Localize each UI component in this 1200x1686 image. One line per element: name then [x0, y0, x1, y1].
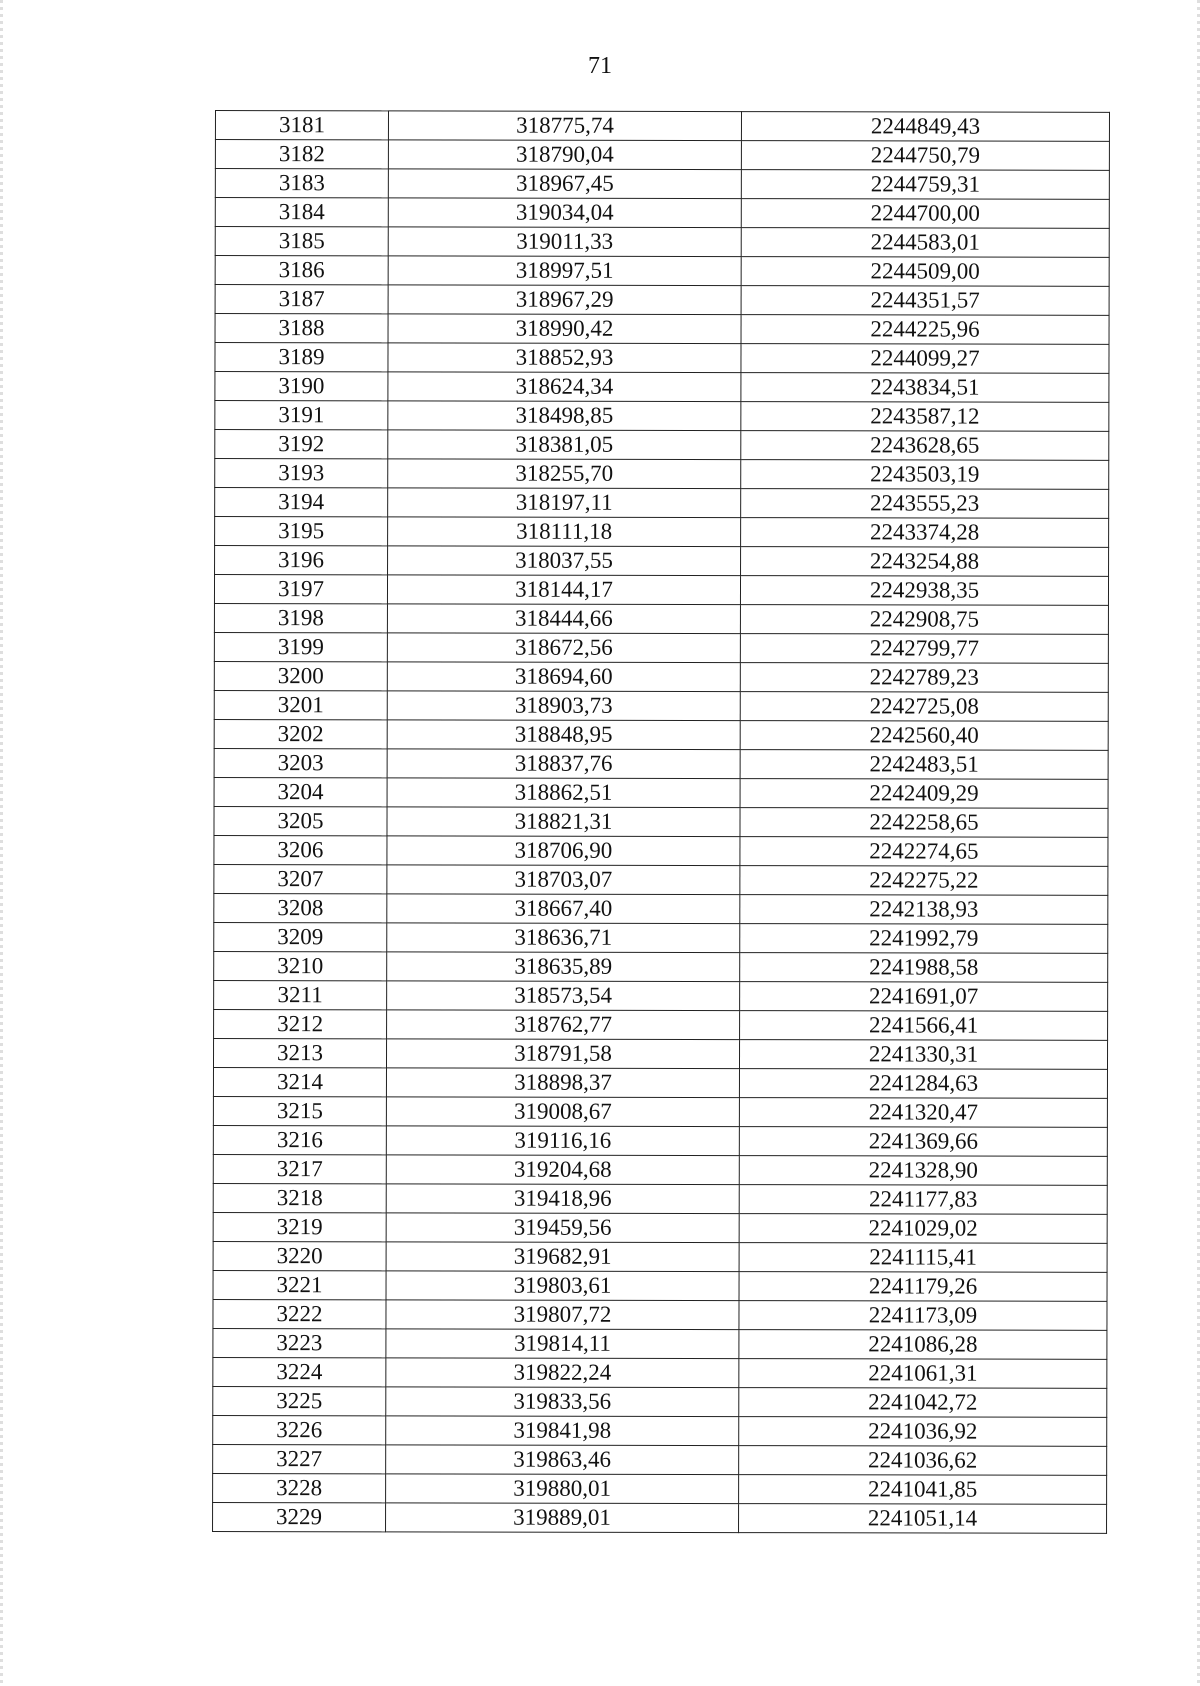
point-number-cell: 3203: [214, 748, 387, 777]
table-row: [214, 661, 1108, 692]
table-row: [215, 488, 1109, 519]
x-coordinate-cell: 318111,18: [388, 517, 741, 547]
y-coordinate-cell: 2242274,65: [740, 837, 1108, 867]
x-coordinate-cell: 319822,24: [386, 1358, 739, 1388]
y-coordinate-cell: 2241179,26: [739, 1272, 1107, 1302]
point-number-cell: 3225: [213, 1386, 386, 1415]
y-coordinate-cell: 2244351,57: [741, 286, 1109, 316]
table-row: [214, 690, 1108, 721]
table-row: [213, 1299, 1107, 1330]
x-coordinate-cell: 318967,29: [388, 285, 741, 315]
point-number-cell: 3222: [213, 1299, 386, 1328]
page-number: 71: [588, 53, 612, 79]
table-row: [213, 1328, 1107, 1359]
point-number-cell: 3202: [214, 719, 387, 748]
y-coordinate-cell: 2241029,02: [739, 1214, 1107, 1244]
point-number-cell: 3206: [214, 835, 387, 864]
x-coordinate-cell: 318967,45: [388, 169, 741, 199]
point-number-cell: 3212: [214, 1009, 387, 1038]
y-coordinate-cell: 2244225,96: [741, 315, 1109, 345]
y-coordinate-cell: 2242560,40: [740, 721, 1108, 751]
table-row: [215, 314, 1109, 345]
y-coordinate-cell: 2243555,23: [741, 489, 1109, 519]
x-coordinate-cell: 319863,46: [386, 1445, 739, 1475]
x-coordinate-cell: 319803,61: [386, 1271, 739, 1301]
table-row: [215, 111, 1109, 142]
y-coordinate-cell: 2244099,27: [741, 344, 1109, 374]
y-coordinate-cell: 2241691,07: [740, 982, 1108, 1012]
table-row: [213, 1154, 1107, 1185]
point-number-cell: 3205: [214, 806, 387, 835]
table-row: [215, 256, 1109, 287]
point-number-cell: 3221: [213, 1270, 386, 1299]
x-coordinate-cell: 319841,98: [386, 1416, 739, 1446]
x-coordinate-cell: 318862,51: [387, 778, 740, 808]
x-coordinate-cell: 318667,40: [387, 894, 740, 924]
x-coordinate-cell: 319204,68: [386, 1155, 739, 1185]
x-coordinate-cell: 319833,56: [386, 1387, 739, 1417]
table-row: [214, 632, 1108, 663]
y-coordinate-cell: 2244583,01: [741, 228, 1109, 258]
point-number-cell: 3228: [213, 1473, 386, 1502]
y-coordinate-cell: 2242258,65: [740, 808, 1108, 838]
y-coordinate-cell: 2244509,00: [741, 257, 1109, 287]
coordinates-table: [212, 110, 1110, 1534]
y-coordinate-cell: 2241284,63: [739, 1069, 1107, 1099]
table-row: [213, 1357, 1107, 1388]
y-coordinate-cell: 2243503,19: [741, 460, 1109, 490]
point-number-cell: 3200: [214, 661, 387, 690]
table-row: [213, 1038, 1107, 1069]
table-row: [213, 1096, 1107, 1127]
table-row: [215, 343, 1109, 374]
point-number-cell: 3215: [213, 1096, 386, 1125]
x-coordinate-cell: 319034,04: [388, 198, 741, 228]
table-row: [213, 1386, 1107, 1417]
x-coordinate-cell: 318381,05: [388, 430, 741, 460]
y-coordinate-cell: 2241369,66: [739, 1127, 1107, 1157]
point-number-cell: 3185: [215, 227, 388, 256]
y-coordinate-cell: 2242483,51: [740, 750, 1108, 780]
table-row: [213, 1067, 1107, 1098]
coordinates-table-body: [213, 111, 1110, 1534]
x-coordinate-cell: 319682,91: [386, 1242, 739, 1272]
y-coordinate-cell: 2241115,41: [739, 1243, 1107, 1273]
x-coordinate-cell: 318624,34: [388, 372, 741, 402]
point-number-cell: 3218: [213, 1183, 386, 1212]
x-coordinate-cell: 319116,16: [386, 1126, 739, 1156]
point-number-cell: 3201: [214, 690, 387, 719]
y-coordinate-cell: 2241320,47: [739, 1098, 1107, 1128]
y-coordinate-cell: 2241173,09: [739, 1301, 1107, 1331]
table-row: [214, 719, 1108, 750]
point-number-cell: 3214: [213, 1067, 386, 1096]
table-row: [215, 546, 1109, 577]
table-row: [214, 980, 1108, 1011]
y-coordinate-cell: 2242138,93: [740, 895, 1108, 925]
y-coordinate-cell: 2243374,28: [741, 518, 1109, 548]
table-row: [213, 1473, 1107, 1504]
x-coordinate-cell: 318672,56: [387, 633, 740, 663]
table-row: [214, 835, 1108, 866]
point-number-cell: 3207: [214, 864, 387, 893]
point-number-cell: 3193: [215, 459, 388, 488]
point-number-cell: 3204: [214, 777, 387, 806]
x-coordinate-cell: 318903,73: [387, 691, 740, 721]
x-coordinate-cell: 319008,67: [386, 1097, 739, 1127]
table-row: [215, 169, 1109, 200]
x-coordinate-cell: 318990,42: [388, 314, 741, 344]
table-row: [215, 430, 1109, 461]
point-number-cell: 3182: [215, 140, 388, 169]
x-coordinate-cell: 318635,89: [387, 952, 740, 982]
table-row: [214, 603, 1108, 634]
point-number-cell: 3216: [213, 1125, 386, 1154]
point-number-cell: 3187: [215, 285, 388, 314]
point-number-cell: 3229: [213, 1502, 386, 1531]
point-number-cell: 3195: [215, 517, 388, 546]
x-coordinate-cell: 319807,72: [386, 1300, 739, 1330]
y-coordinate-cell: 2242938,35: [740, 576, 1108, 606]
y-coordinate-cell: 2241061,31: [739, 1359, 1107, 1389]
y-coordinate-cell: 2241086,28: [739, 1330, 1107, 1360]
table-row: [213, 1502, 1107, 1533]
x-coordinate-cell: 318255,70: [388, 459, 741, 489]
point-number-cell: 3198: [214, 603, 387, 632]
point-number-cell: 3208: [214, 893, 387, 922]
y-coordinate-cell: 2242799,77: [740, 634, 1108, 664]
table-row: [215, 285, 1109, 316]
table-row: [215, 372, 1109, 403]
point-number-cell: 3211: [214, 980, 387, 1009]
y-coordinate-cell: 2241566,41: [740, 1011, 1108, 1041]
point-number-cell: 3181: [215, 111, 388, 140]
x-coordinate-cell: 318791,58: [386, 1039, 739, 1069]
y-coordinate-cell: 2242275,22: [740, 866, 1108, 896]
y-coordinate-cell: 2241330,31: [739, 1040, 1107, 1070]
x-coordinate-cell: 318997,51: [388, 256, 741, 286]
x-coordinate-cell: 318144,17: [387, 575, 740, 605]
x-coordinate-cell: 319814,11: [386, 1329, 739, 1359]
y-coordinate-cell: 2241036,62: [739, 1446, 1107, 1476]
x-coordinate-cell: 318762,77: [387, 1010, 740, 1040]
point-number-cell: 3197: [214, 575, 387, 604]
y-coordinate-cell: 2244700,00: [741, 199, 1109, 229]
table-row: [213, 1444, 1107, 1475]
y-coordinate-cell: 2241988,58: [740, 953, 1108, 983]
y-coordinate-cell: 2241036,92: [739, 1417, 1107, 1447]
table-row: [213, 1415, 1107, 1446]
x-coordinate-cell: 318694,60: [387, 662, 740, 692]
point-number-cell: 3186: [215, 256, 388, 285]
y-coordinate-cell: 2242908,75: [740, 605, 1108, 635]
x-coordinate-cell: 318037,55: [388, 546, 741, 576]
x-coordinate-cell: 318703,07: [387, 865, 740, 895]
y-coordinate-cell: 2241042,72: [739, 1388, 1107, 1418]
point-number-cell: 3213: [213, 1038, 386, 1067]
x-coordinate-cell: 318197,11: [388, 488, 741, 518]
point-number-cell: 3220: [213, 1241, 386, 1270]
table-row: [214, 1009, 1108, 1040]
table-row: [214, 806, 1108, 837]
x-coordinate-cell: 318898,37: [386, 1068, 739, 1098]
point-number-cell: 3189: [215, 343, 388, 372]
point-number-cell: 3192: [215, 430, 388, 459]
table-row: [215, 459, 1109, 490]
y-coordinate-cell: 2241177,83: [739, 1185, 1107, 1215]
x-coordinate-cell: 319459,56: [386, 1213, 739, 1243]
point-number-cell: 3190: [215, 372, 388, 401]
x-coordinate-cell: 318852,93: [388, 343, 741, 373]
x-coordinate-cell: 318636,71: [387, 923, 740, 953]
x-coordinate-cell: 318790,04: [388, 140, 741, 170]
table-row: [214, 864, 1108, 895]
x-coordinate-cell: 319889,01: [386, 1503, 739, 1533]
point-number-cell: 3183: [215, 169, 388, 198]
x-coordinate-cell: 318706,90: [387, 836, 740, 866]
y-coordinate-cell: 2243587,12: [741, 402, 1109, 432]
y-coordinate-cell: 2243628,65: [741, 431, 1109, 461]
point-number-cell: 3224: [213, 1357, 386, 1386]
x-coordinate-cell: 318444,66: [387, 604, 740, 634]
y-coordinate-cell: 2241041,85: [739, 1475, 1107, 1505]
x-coordinate-cell: 318837,76: [387, 749, 740, 779]
table-row: [214, 777, 1108, 808]
x-coordinate-cell: 319011,33: [388, 227, 741, 257]
y-coordinate-cell: 2243254,88: [741, 547, 1109, 577]
x-coordinate-cell: 318498,85: [388, 401, 741, 431]
y-coordinate-cell: 2242789,23: [740, 663, 1108, 693]
x-coordinate-cell: 318775,74: [388, 111, 741, 141]
point-number-cell: 3219: [213, 1212, 386, 1241]
point-number-cell: 3217: [213, 1154, 386, 1183]
x-coordinate-cell: 319418,96: [386, 1184, 739, 1214]
table-row: [215, 140, 1109, 171]
x-coordinate-cell: 318821,31: [387, 807, 740, 837]
point-number-cell: 3210: [214, 951, 387, 980]
table-row: [213, 1125, 1107, 1156]
y-coordinate-cell: 2241051,14: [739, 1504, 1107, 1534]
x-coordinate-cell: 318848,95: [387, 720, 740, 750]
y-coordinate-cell: 2242409,29: [740, 779, 1108, 809]
y-coordinate-cell: 2244849,43: [741, 112, 1109, 142]
point-number-cell: 3184: [215, 198, 388, 227]
x-coordinate-cell: 318573,54: [387, 981, 740, 1011]
point-number-cell: 3188: [215, 314, 388, 343]
scan-edge-left: [0, 0, 3, 1686]
table-row: [213, 1270, 1107, 1301]
table-row: [213, 1212, 1107, 1243]
table-row: [214, 922, 1108, 953]
table-row: [215, 227, 1109, 258]
y-coordinate-cell: 2241328,90: [739, 1156, 1107, 1186]
y-coordinate-cell: 2242725,08: [740, 692, 1108, 722]
y-coordinate-cell: 2244750,79: [741, 141, 1109, 171]
table-row: [215, 401, 1109, 432]
point-number-cell: 3226: [213, 1415, 386, 1444]
table-row: [214, 951, 1108, 982]
table-row: [214, 893, 1108, 924]
table-row: [213, 1241, 1107, 1272]
y-coordinate-cell: 2243834,51: [741, 373, 1109, 403]
point-number-cell: 3194: [215, 488, 388, 517]
y-coordinate-cell: 2244759,31: [741, 170, 1109, 200]
point-number-cell: 3209: [214, 922, 387, 951]
table-row: [213, 1183, 1107, 1214]
table-row: [215, 198, 1109, 229]
y-coordinate-cell: 2241992,79: [740, 924, 1108, 954]
point-number-cell: 3191: [215, 401, 388, 430]
point-number-cell: 3227: [213, 1444, 386, 1473]
point-number-cell: 3196: [215, 546, 388, 575]
point-number-cell: 3199: [214, 632, 387, 661]
x-coordinate-cell: 319880,01: [386, 1474, 739, 1504]
table-row: [214, 575, 1108, 606]
table-row: [215, 517, 1109, 548]
table-row: [214, 748, 1108, 779]
point-number-cell: 3223: [213, 1328, 386, 1357]
